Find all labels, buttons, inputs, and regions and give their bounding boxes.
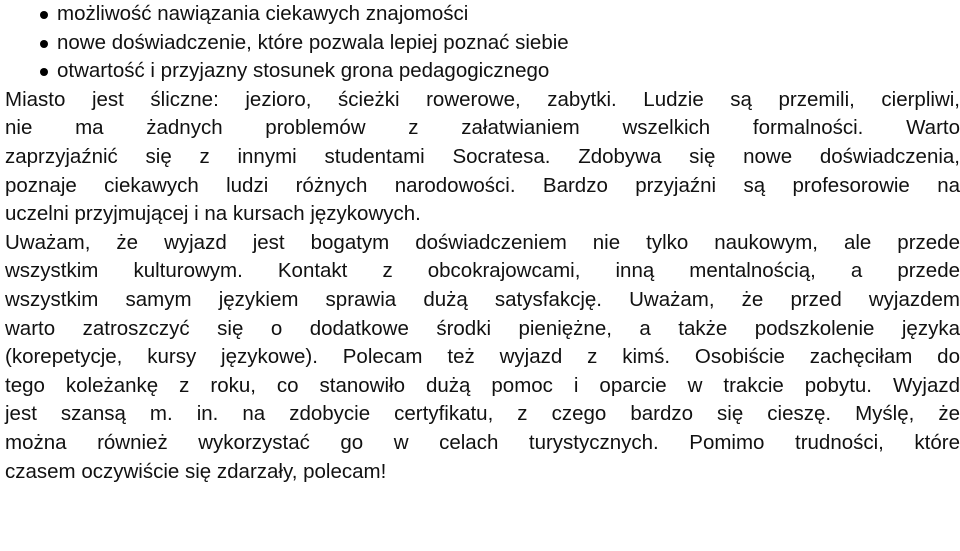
paragraph-line: czasem oczywiście się zdarzały, polecam! bbox=[5, 459, 387, 483]
bullet-dot-icon bbox=[40, 68, 48, 76]
bullet-text: możliwość nawiązania ciekawych znajomości bbox=[57, 2, 469, 25]
paragraph-line: uczelni przyjmującej i na kursach językowych. bbox=[5, 202, 421, 226]
bullet-list bbox=[5, 0, 960, 86]
document-page bbox=[5, 0, 960, 486]
paragraph-line: zaprzyjaźnić się z innymi studentami Socratesa. Zdobywa się nowe doświadczenia, bbox=[5, 144, 960, 168]
paragraph-line: wszystkim samym językiem sprawia dużą satysfakcję. Uważam, że przed wyjazdem bbox=[5, 287, 960, 311]
paragraph-line: nie ma żadnych problemów z załatwianiem wszelkich formalności. Warto bbox=[5, 116, 960, 140]
paragraph-line: Uważam, że wyjazd jest bogatym doświadczeniem nie tylko naukowym, ale przede bbox=[5, 230, 960, 254]
bullet-text: otwartość i przyjazny stosunek grona pedagogicznego bbox=[57, 59, 550, 83]
bullet-item bbox=[5, 29, 960, 58]
paragraph-line: warto zatroszczyć się o dodatkowe środki pieniężne, a także podszkolenie języka bbox=[5, 316, 960, 340]
paragraph-line: (korepetycje, kursy językowe). Polecam też wyjazd z kimś. Osobiście zachęciłam do bbox=[5, 345, 960, 369]
paragraph-opinion bbox=[5, 229, 960, 486]
paragraph-line: Miasto jest śliczne: jezioro, ścieżki rowerowe, zabytki. Ludzie są przemili, cierpliwi, bbox=[5, 87, 960, 111]
paragraph-line: można również wykorzystać go w celach turystycznych. Pomimo trudności, które bbox=[5, 430, 960, 454]
bullet-dot-icon bbox=[40, 40, 48, 48]
paragraph-line: jest szansą m. in. na zdobycie certyfikatu, z czego bardzo się cieszę. Myślę, że bbox=[5, 402, 960, 426]
paragraph-line: tego koleżankę z roku, co stanowiło dużą pomoc i oparcie w trakcie pobytu. Wyjazd bbox=[5, 373, 960, 397]
bullet-dot-icon bbox=[40, 11, 48, 19]
paragraph-line: poznaje ciekawych ludzi różnych narodowości. Bardzo przyjaźni są profesorowie na bbox=[5, 173, 960, 197]
bullet-item bbox=[5, 0, 960, 29]
paragraph-city bbox=[5, 86, 960, 229]
paragraph-line: wszystkim kulturowym. Kontakt z obcokrajowcami, inną mentalnością, a przede bbox=[5, 259, 960, 283]
bullet-text: nowe doświadczenie, które pozwala lepiej poznać siebie bbox=[57, 30, 569, 54]
bullet-item bbox=[5, 57, 960, 86]
